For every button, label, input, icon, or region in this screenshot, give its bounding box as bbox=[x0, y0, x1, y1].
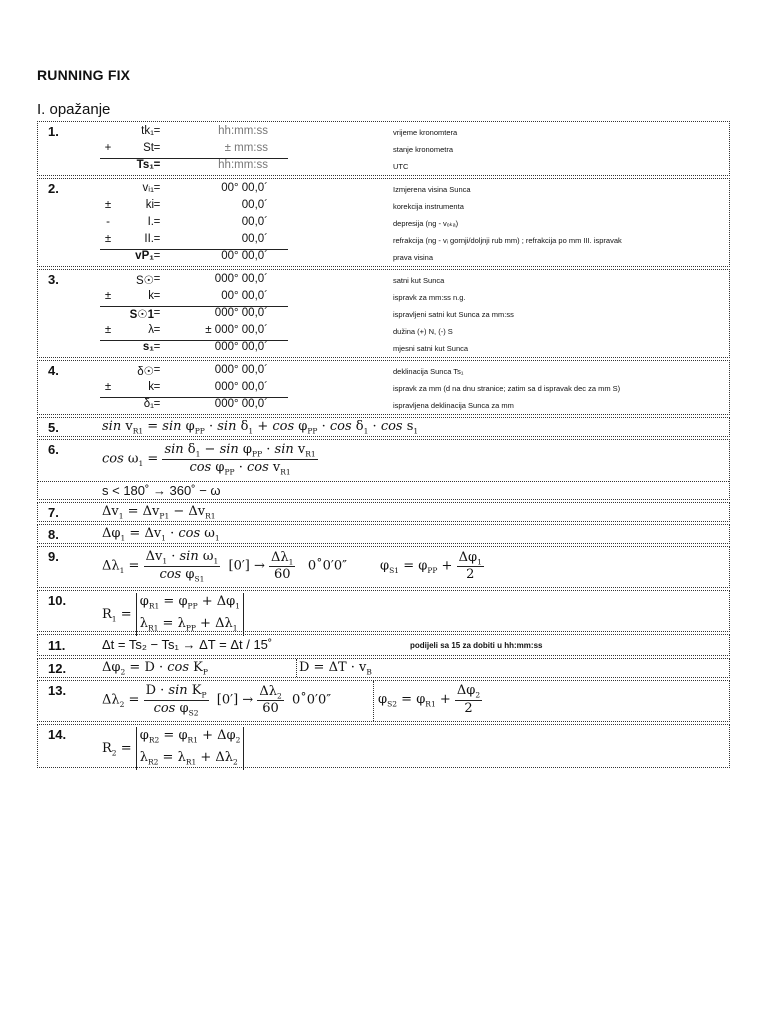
formula-delta-phi: $\Delta\varphi_1 = \Delta v_1 \cdot \cos \omega_1$ bbox=[102, 526, 220, 543]
row-equals: = bbox=[153, 233, 161, 245]
row-symbol: ki bbox=[145, 199, 154, 211]
row-sign: ± bbox=[104, 381, 112, 393]
row-value[interactable]: 000° 00,0´ bbox=[214, 381, 268, 393]
row-value[interactable]: 000° 00,0´ bbox=[214, 273, 268, 285]
row-sign: - bbox=[106, 216, 110, 228]
block-3 bbox=[37, 269, 730, 358]
row-value[interactable]: 000° 00,0´ bbox=[214, 364, 268, 376]
formula-condition: s < 180˚ → 360˚ − ω bbox=[102, 483, 221, 498]
row-note: vrijeme kronomtera bbox=[393, 128, 458, 137]
row-note: stanje kronometra bbox=[393, 145, 454, 154]
row-note: ispravk za mm (d na dnu stranice; zatim sa d ispravak dec za mm S) bbox=[393, 384, 621, 393]
row-value[interactable]: hh:mm:ss bbox=[218, 125, 268, 137]
block-12 bbox=[37, 658, 730, 678]
formula-delta-lambda: $\Delta\lambda_1$ = $\frac{\Delta v_1 \cdot \sin \omega_1}{\cos \varphi_{S1}}$ [0′] → $\frac{\Delta\lambda_1}{60}$ 0˚0′0″ $\varphi_{S1} = \varphi_{PP}$ + $\frac{\Delta\varphi_1}{2}$ bbox=[102, 549, 482, 584]
formula-sin-v: $\sin v_{R1} = \sin \varphi_{PP} \cdot \sin \delta_1 + \cos \varphi_{PP} \cdot \cos \delta_1 \cdot \cos s_1$ bbox=[102, 419, 419, 436]
row-symbol: k bbox=[148, 290, 154, 302]
block-2 bbox=[37, 178, 730, 267]
row-symbol: St bbox=[143, 142, 154, 154]
row-symbol: s₁ bbox=[142, 341, 154, 353]
row-equals: = bbox=[153, 125, 161, 137]
row-value[interactable]: 00° 00,0´ bbox=[221, 250, 268, 262]
row-symbol: vP₁ bbox=[135, 250, 154, 262]
formula-delta-v: $\Delta v_1 = \Delta v_{P1} - \Delta v_{R1}$ bbox=[102, 504, 216, 521]
row-note: satni kut Sunca bbox=[393, 276, 445, 285]
divider bbox=[38, 481, 729, 482]
row-symbol: λ bbox=[148, 324, 154, 336]
formula-delta-phi-2: $\Delta\varphi_2 = D \cdot \cos K_P$ bbox=[102, 660, 208, 677]
formula-distance: $D = \Delta T \cdot v_B$ bbox=[299, 660, 372, 677]
block-11 bbox=[37, 634, 730, 656]
row-equals: = bbox=[153, 290, 161, 302]
row-note: prava visina bbox=[393, 253, 434, 262]
block-number: 8. bbox=[48, 527, 59, 542]
block-number: 13. bbox=[48, 683, 67, 698]
row-value[interactable]: 000° 00,0´ bbox=[214, 398, 268, 410]
row-note: refrakcija (ng - vᵢ gornji/doljnji rub mm) ; refrakcija po mm III. ispravak bbox=[393, 236, 622, 245]
row-note: dužina (+) N, (-) S bbox=[393, 327, 453, 336]
block-number: 2. bbox=[48, 181, 59, 196]
row-sign: ± bbox=[104, 233, 112, 245]
row-note: ispravljena deklinacija Sunca za mm bbox=[393, 401, 514, 410]
formula-delta-t: Δt = Ts₂ − Ts₁ → ΔT = Δt / 15˚ bbox=[102, 637, 273, 652]
row-symbol: δ₁ bbox=[143, 398, 154, 410]
block-8 bbox=[37, 524, 730, 544]
block-14 bbox=[37, 724, 730, 768]
block-10 bbox=[37, 590, 730, 632]
row-equals: = bbox=[153, 364, 161, 376]
row-equals: = bbox=[153, 182, 161, 194]
row-equals: = bbox=[153, 398, 161, 410]
formula-delta-lambda-2: $\Delta\lambda_2$ = $\frac{D \cdot \sin K_P}{\cos \varphi_{S2}}$ [0′] → $\frac{\Delta\lambda_2}{60}$ 0˚0′0″ bbox=[102, 683, 332, 718]
row-equals: = bbox=[153, 216, 161, 228]
row-symbol: Ts₁ bbox=[136, 159, 154, 171]
block-number: 14. bbox=[48, 727, 67, 742]
section-title: I. opažanje bbox=[37, 101, 111, 118]
row-equals: = bbox=[153, 341, 161, 353]
row-note: ispravljeni satni kut Sunca za mm:ss bbox=[393, 310, 514, 319]
row-note: Izmjerena visina Sunca bbox=[393, 185, 471, 194]
row-value[interactable]: 00° 00,0´ bbox=[221, 182, 268, 194]
block-number: 5. bbox=[48, 420, 59, 435]
row-value[interactable]: 000° 00,0´ bbox=[214, 307, 268, 319]
page-title: RUNNING FIX bbox=[37, 67, 131, 83]
block-13 bbox=[37, 680, 730, 722]
row-value[interactable]: ± 000° 00,0´ bbox=[205, 324, 268, 336]
row-symbol: S☉ bbox=[136, 275, 154, 287]
row-note: ispravk za mm:ss n.g. bbox=[393, 293, 466, 302]
row-note: deklinacija Sunca Ts₁ bbox=[393, 367, 464, 376]
block-number: 11. bbox=[48, 638, 66, 653]
row-symbol: tk₁ bbox=[141, 125, 154, 137]
block-number: 1. bbox=[48, 124, 59, 139]
row-symbol: I. bbox=[147, 216, 154, 228]
block-5 bbox=[37, 417, 730, 437]
row-value[interactable]: hh:mm:ss bbox=[218, 159, 268, 171]
row-note: mjesni satni kut Sunca bbox=[393, 344, 469, 353]
row-note: korekcija instrumenta bbox=[393, 202, 464, 211]
row-equals: = bbox=[153, 273, 161, 285]
row-sign: ± bbox=[104, 324, 112, 336]
block-number: 3. bbox=[48, 272, 59, 287]
row-equals: = bbox=[153, 307, 161, 319]
row-value[interactable]: 00,0´ bbox=[241, 199, 268, 211]
formula-phi-s2: $\varphi_{S2} = \varphi_{R1}$ + $\frac{\Delta\varphi_2}{2}$ bbox=[378, 683, 481, 716]
row-value[interactable]: 00° 00,0´ bbox=[221, 290, 268, 302]
formula-r1: $R_1 = \varphi_{R1} = \varphi_{PP} + \Delta\varphi_1$ $\lambda_{R1} = \lambda_{PP} + \Delta\lambda_1$ bbox=[102, 593, 244, 636]
row-value[interactable]: 00,0´ bbox=[241, 233, 268, 245]
row-symbol: S☉1 bbox=[129, 309, 154, 321]
row-equals: = bbox=[153, 381, 161, 393]
formula-r2: $R_2 = \varphi_{R2} = \varphi_{R1} + \Delta\varphi_2$ $\lambda_{R2} = \lambda_{R1} + \Delta\lambda_2$ bbox=[102, 727, 244, 770]
formula-cos-omega: $\cos \omega_1$ = $\frac{\sin \delta_1 - \sin \varphi_{PP} \cdot \sin v_{R1}}{\cos \varphi_{PP} \cdot \cos v_{R1}}$ bbox=[102, 442, 316, 477]
block-number: 7. bbox=[48, 505, 59, 520]
row-symbol: II. bbox=[144, 233, 154, 245]
row-sign: ± bbox=[104, 199, 112, 211]
block-number: 6. bbox=[48, 442, 59, 457]
block-9 bbox=[37, 546, 730, 588]
row-sign: ± bbox=[104, 290, 112, 302]
row-note: podijeli sa 15 za dobiti u hh:mm:ss bbox=[410, 641, 543, 650]
block-number: 9. bbox=[48, 549, 59, 564]
divider bbox=[296, 659, 297, 677]
block-6 bbox=[37, 439, 730, 500]
row-value[interactable]: ± mm:ss bbox=[224, 142, 268, 154]
row-equals: = bbox=[153, 159, 161, 171]
row-symbol: k bbox=[148, 381, 154, 393]
block-4 bbox=[37, 360, 730, 415]
row-equals: = bbox=[153, 199, 161, 211]
row-equals: = bbox=[153, 142, 161, 154]
block-number: 4. bbox=[48, 363, 59, 378]
row-value[interactable]: 00,0´ bbox=[241, 216, 268, 228]
row-symbol: δ☉ bbox=[137, 366, 154, 378]
block-number: 12. bbox=[48, 661, 67, 676]
block-1 bbox=[37, 121, 730, 176]
row-value[interactable]: 000° 00,0´ bbox=[214, 341, 268, 353]
row-note: depresija (ng - vₒₖₐ) bbox=[393, 219, 459, 228]
row-equals: = bbox=[153, 324, 161, 336]
row-equals: = bbox=[153, 250, 161, 262]
block-7 bbox=[37, 502, 730, 522]
row-note: UTC bbox=[393, 162, 409, 171]
divider bbox=[373, 681, 374, 721]
row-sign: + bbox=[104, 142, 112, 154]
row-symbol: vᵢ₁ bbox=[142, 182, 154, 194]
block-number: 10. bbox=[48, 593, 67, 608]
